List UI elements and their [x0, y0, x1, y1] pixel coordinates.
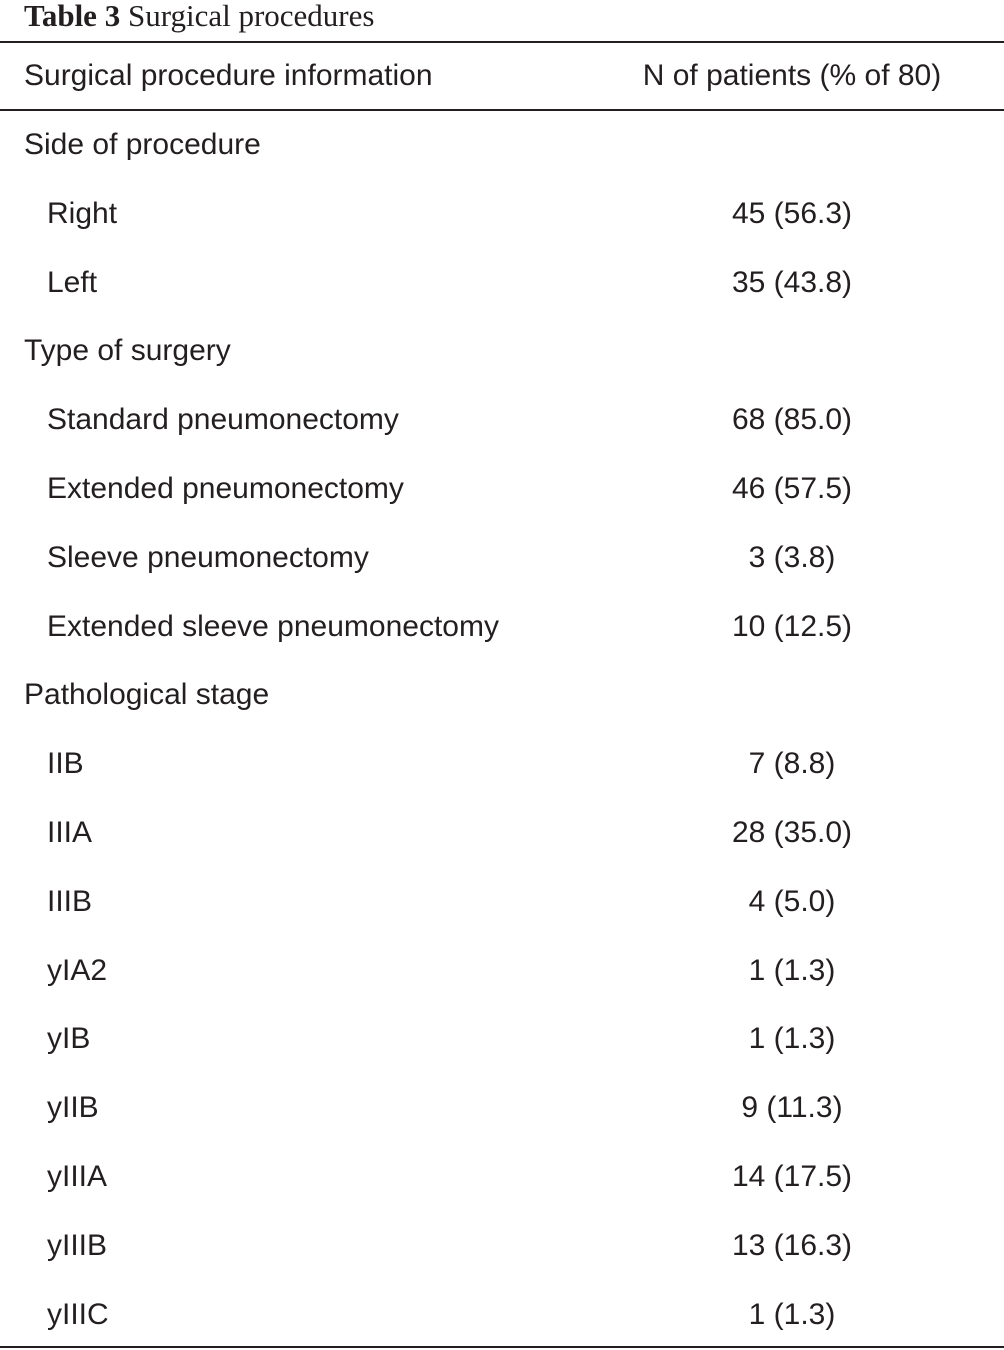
row-label: Standard pneumonectomy	[47, 403, 399, 437]
row-label: Right	[47, 196, 118, 230]
bottom-rule	[0, 1346, 1004, 1348]
group-label: Type of surgery	[24, 334, 231, 368]
table-header	[0, 43, 1004, 109]
row-value: 1 (1.3)	[748, 1022, 836, 1056]
row-label: Extended pneumonectomy	[47, 471, 404, 505]
row-value: 7 (8.8)	[748, 747, 836, 781]
table-title: Surgical procedures	[127, 0, 375, 33]
row-value: 28 (35.0)	[731, 815, 853, 849]
row-label: yIIIA	[47, 1159, 108, 1193]
row-label: Sleeve pneumonectomy	[47, 540, 369, 574]
row-value: 13 (16.3)	[731, 1228, 853, 1262]
row-value: 4 (5.0)	[748, 884, 836, 918]
row-value: 35 (43.8)	[731, 265, 853, 299]
table-row	[0, 455, 1004, 524]
table-row	[0, 1074, 1004, 1143]
table-row	[0, 730, 1004, 799]
table-row	[0, 180, 1004, 249]
table-caption	[24, 0, 374, 34]
row-label: yIB	[47, 1022, 91, 1056]
row-label: IIB	[47, 747, 84, 781]
table-row	[0, 593, 1004, 662]
table-row	[0, 524, 1004, 593]
row-label: Extended sleeve pneumonectomy	[47, 609, 499, 643]
table-group-row	[0, 317, 1004, 386]
table-row	[0, 1005, 1004, 1074]
group-label: Pathological stage	[24, 678, 270, 712]
row-value: 9 (11.3)	[741, 1091, 843, 1125]
table-number: Table 3	[24, 0, 121, 33]
row-label: yIIIB	[47, 1228, 108, 1262]
table-group-row	[0, 111, 1004, 180]
table-row	[0, 868, 1004, 937]
row-value: 14 (17.5)	[731, 1159, 853, 1193]
row-label: yIA2	[47, 953, 108, 987]
table-row	[0, 1143, 1004, 1212]
table-row	[0, 249, 1004, 318]
table-row	[0, 386, 1004, 455]
row-value: 1 (1.3)	[748, 1297, 836, 1331]
header-procedure-info: Surgical procedure information	[24, 59, 433, 92]
table-row	[0, 1281, 1004, 1350]
row-value: 45 (56.3)	[731, 196, 853, 230]
row-value: 1 (1.3)	[748, 953, 836, 987]
row-label: IIIA	[47, 815, 93, 849]
row-label: IIIB	[47, 884, 93, 918]
header-n-patients: N of patients (% of 80)	[642, 59, 942, 92]
table-row	[0, 1212, 1004, 1281]
table-row	[0, 937, 1004, 1006]
row-value: 10 (12.5)	[731, 609, 853, 643]
row-label: yIIB	[47, 1091, 99, 1125]
table-body	[0, 111, 1004, 1349]
table-group-row	[0, 661, 1004, 730]
table-row	[0, 799, 1004, 868]
row-value: 68 (85.0)	[731, 403, 853, 437]
row-label: yIIIC	[47, 1297, 109, 1331]
group-label: Side of procedure	[24, 128, 261, 161]
row-label: Left	[47, 265, 98, 299]
row-value: 3 (3.8)	[748, 540, 836, 574]
row-value: 46 (57.5)	[731, 471, 853, 505]
